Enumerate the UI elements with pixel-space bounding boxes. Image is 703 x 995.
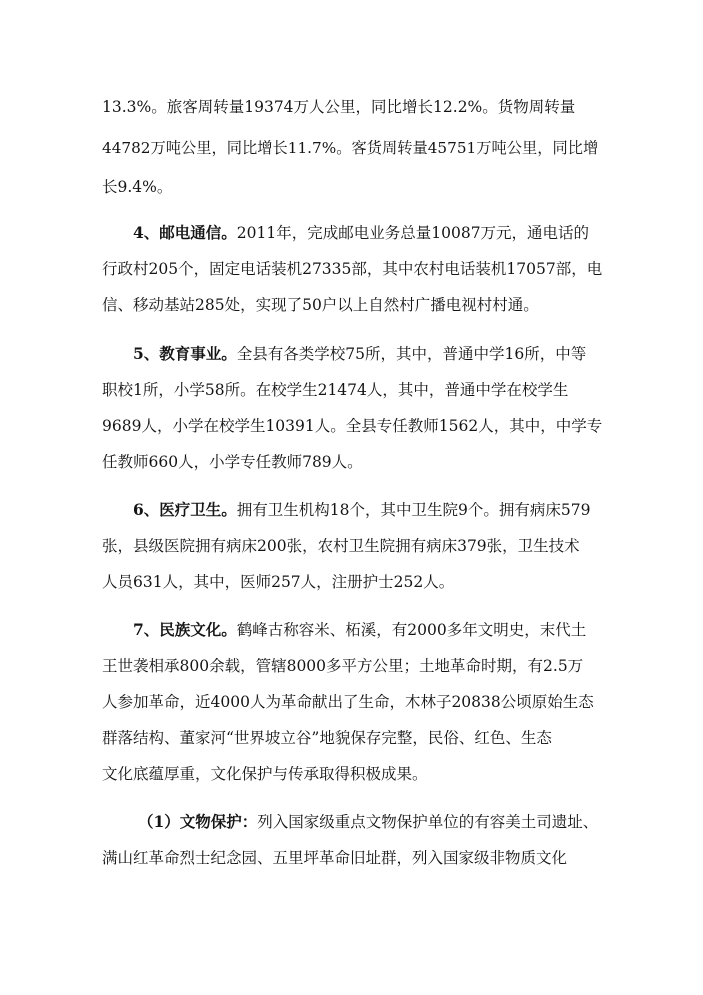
text-line: 职校1所，小学58所。在校学生21474人，其中，普通中学在校学生	[102, 381, 569, 399]
text-line: 文化底蕴厚重，文化保护与传承取得积极成果。	[102, 765, 428, 783]
text-line: 9689人，小学在校学生10391人。全县专任教师1562人，其中，中学专	[102, 417, 603, 435]
text-line: 人员631人，其中，医师257人，注册护士252人。	[102, 573, 455, 591]
paragraph-heritage: （1）文物保护：列入国家级重点文物保护单位的有容美土司遗址、	[138, 812, 599, 831]
text-line: 人参加革命，近4000人为革命献出了生命，木林子20838公顷原始生态	[102, 693, 594, 711]
text-line: 44782万吨公里，同比增长11.7%。客货周转量45751万吨公里，同比增	[102, 139, 599, 157]
text-line: 群落结构、董家河“世界坡立谷”地貌保存完整，民俗、红色、生态	[102, 729, 552, 747]
text-line: 行政村205个，固定电话装机27335部，其中农村电话装机17057部，电	[102, 260, 603, 278]
text-line: 任教师660人，小学专任教师789人。	[102, 453, 363, 471]
section-heading: 6、医疗卫生。	[133, 500, 237, 519]
section-heading: 4、邮电通信。	[133, 223, 237, 242]
text-line: 王世袭相承800余载，管辖8000多平方公里；土地革命时期，有2.5万	[102, 657, 584, 675]
text-line: 张，县级医院拥有病床200张，农村卫生院拥有病床379张，卫生技术	[102, 537, 580, 555]
paragraph-telecom: 4、邮电通信。2011年，完成邮电业务总量10087万元，通电话的	[133, 223, 590, 242]
section-heading: 7、民族文化。	[133, 620, 237, 639]
section-heading: 5、教育事业。	[133, 344, 237, 363]
paragraph-education: 5、教育事业。全县有各类学校75所，其中，普通中学16所，中等	[133, 344, 587, 363]
text-line: 满山红革命烈士纪念园、五里坪革命旧址群，列入国家级非物质文化	[102, 849, 568, 867]
text-line: 信、移动基站285处，实现了50户以上自然村广播电视村村通。	[102, 296, 539, 314]
section-heading: （1）文物保护：	[138, 812, 258, 831]
text-line: 长9.4%。	[102, 178, 173, 196]
paragraph-healthcare: 6、医疗卫生。拥有卫生机构18个，其中卫生院9个。拥有病床579	[133, 500, 591, 519]
text-line: 13.3%。旅客周转量19374万人公里，同比增长12.2%。货物周转量	[102, 98, 576, 116]
paragraph-culture: 7、民族文化。鹤峰古称容米、柘溪，有2000多年文明史，末代土	[133, 620, 587, 639]
